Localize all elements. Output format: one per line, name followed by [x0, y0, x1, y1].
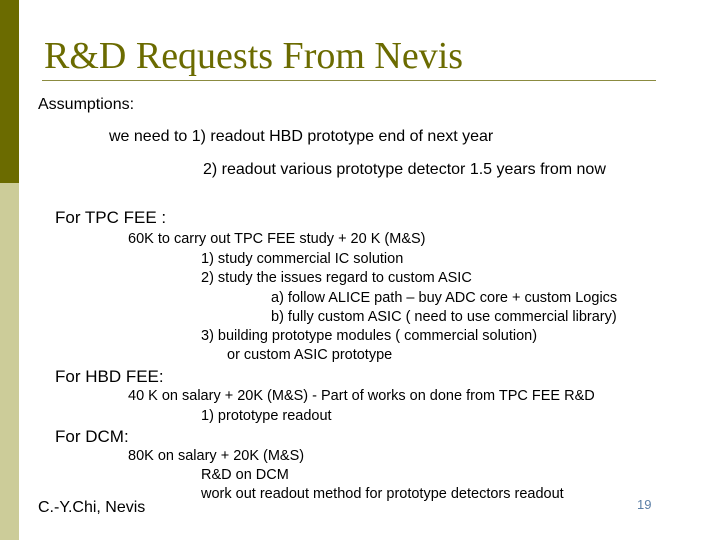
- assumptions-label: Assumptions:: [38, 96, 135, 113]
- tpc-line: 1) study commercial IC solution: [201, 251, 404, 267]
- hbd-line: 40 K on salary + 20K (M&S) - Part of works on done from TPC FEE R&D: [128, 388, 595, 404]
- slide-title: R&D Requests From Nevis: [44, 35, 464, 77]
- assumption-2: 2) readout various prototype detector 1.5 years from now: [203, 161, 606, 178]
- title-underline: [42, 80, 656, 81]
- assumption-1: we need to 1) readout HBD prototype end of next year: [109, 128, 494, 145]
- tpc-line: 3) building prototype modules ( commercial solution): [201, 328, 538, 344]
- tpc-line: or custom ASIC prototype: [227, 347, 393, 363]
- tpc-line: 2) study the issues regard to custom ASIC: [201, 270, 472, 286]
- dcm-line: work out readout method for prototype detectors readout: [201, 486, 564, 502]
- tpc-line: b) fully custom ASIC ( need to use commercial library): [271, 309, 617, 325]
- dcm-line: R&D on DCM: [201, 467, 289, 483]
- dcm-line: 80K on salary + 20K (M&S): [128, 448, 305, 464]
- tpc-line: a) follow ALICE path – buy ADC core + custom Logics: [271, 290, 618, 306]
- tpc-heading: For TPC FEE :: [55, 208, 167, 227]
- tpc-line: 60K to carry out TPC FEE study + 20 K (M&S): [128, 231, 426, 247]
- author-footer: C.-Y.Chi, Nevis: [38, 499, 146, 516]
- hbd-heading: For HBD FEE:: [55, 367, 164, 386]
- left-accent-bar-top: [0, 0, 19, 183]
- page-number: 19: [637, 497, 652, 512]
- dcm-heading: For DCM:: [55, 427, 129, 446]
- hbd-line: 1) prototype readout: [201, 408, 332, 424]
- left-accent-bar-bottom: [0, 183, 19, 540]
